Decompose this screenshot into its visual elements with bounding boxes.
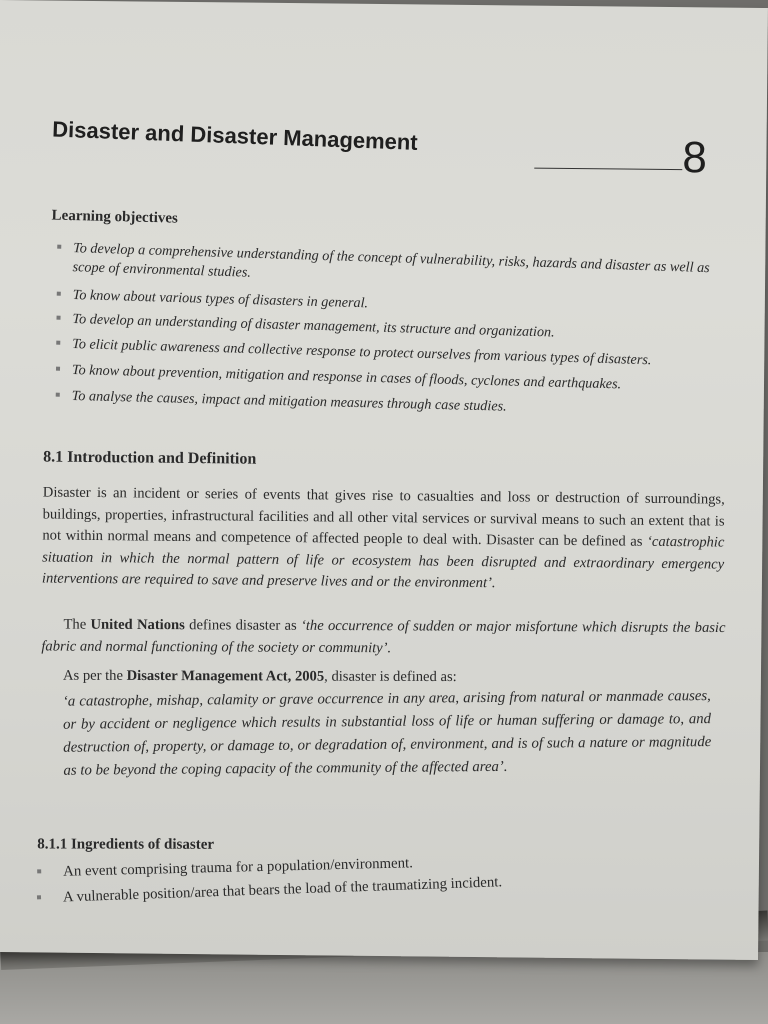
chapter-number: 8 [682, 133, 708, 183]
intro-definition-italic: ‘catastrophic situation in which the normal pattern of life or ecosystem has been disrupted and extraordinary emergency interventions are required to save and preserve lives and or the environment’. [41, 533, 725, 592]
ingredient-text: An event comprising trauma for a population/environment. [63, 855, 414, 880]
un-para-mid: defines disaster as [184, 617, 302, 634]
un-definition-paragraph [41, 614, 725, 661]
bullet-icon [56, 393, 60, 397]
un-para-bold: United Nations [90, 616, 185, 634]
act-definition-quote: ‘a catastrophe, mishap, calamity or grave occurrence in any area, arising from natural or manmade causes, or by accident or negligence which results in substantial loss of life or human suffering or damage to, and destruction of, property, or damage to, or degradation of, environment, and is of such a nature or magnitude as to be beyond the coping capacity of the community of the affected area’. [62, 688, 712, 779]
bullet-icon [56, 316, 60, 320]
bullet-icon [57, 292, 61, 296]
intro-paragraph-text: Disaster is an incident or series of events that gives rise to casualties and loss or destruction of surroundings, buildings, properties, infrastructural facilities and all other vital services or survival means to such an extent that is not within normal means and competence of affected people to deal with. Disaster can be defined as [42, 484, 725, 550]
objective-text: To elicit public awareness and collective response to protect ourselves from various types of disasters. [72, 336, 652, 369]
bullet-icon [56, 341, 60, 345]
objective-text: To develop a comprehensive understanding of the concept of vulnerability, risks, hazards and disaster as well as scope of environmental studies. [72, 240, 710, 281]
learning-objectives-heading: Learning objectives [51, 207, 179, 227]
chapter-title-rule [534, 168, 682, 171]
ingredient-text: A vulnerable position/area that bears the load of the traumatizing incident. [62, 874, 503, 906]
act-para-prefix: As per the [62, 667, 127, 684]
act-para-bold: Disaster Management Act, 2005 [126, 667, 325, 685]
objective-text: To develop an understanding of disaster management, its structure and organization. [72, 311, 555, 341]
bullet-icon [37, 895, 41, 899]
bullet-icon [56, 367, 60, 371]
intro-paragraph [42, 482, 725, 597]
objective-text: To know about prevention, mitigation and response in cases of floods, cyclones and earthquakes. [71, 362, 622, 393]
un-para-prefix: The [63, 616, 91, 633]
objective-text: To know about various types of disasters in general. [72, 287, 369, 312]
subsection-heading: 8.1.1 Ingredients of disaster [37, 836, 215, 853]
act-para-suffix: , disaster is defined as: [324, 668, 457, 686]
bullet-icon [57, 245, 61, 249]
objective-text: To analyse the causes, impact and mitigation measures through case studies. [71, 387, 507, 415]
un-para-italic: ‘the occurrence of sudden or major misfortune which disrupts the basic fabric and normal functioning of the society or community’. [41, 617, 726, 656]
section-heading: 8.1 Introduction and Definition [43, 448, 257, 468]
bullet-icon [37, 869, 41, 873]
chapter-title: Disaster and Disaster Management [51, 116, 419, 155]
